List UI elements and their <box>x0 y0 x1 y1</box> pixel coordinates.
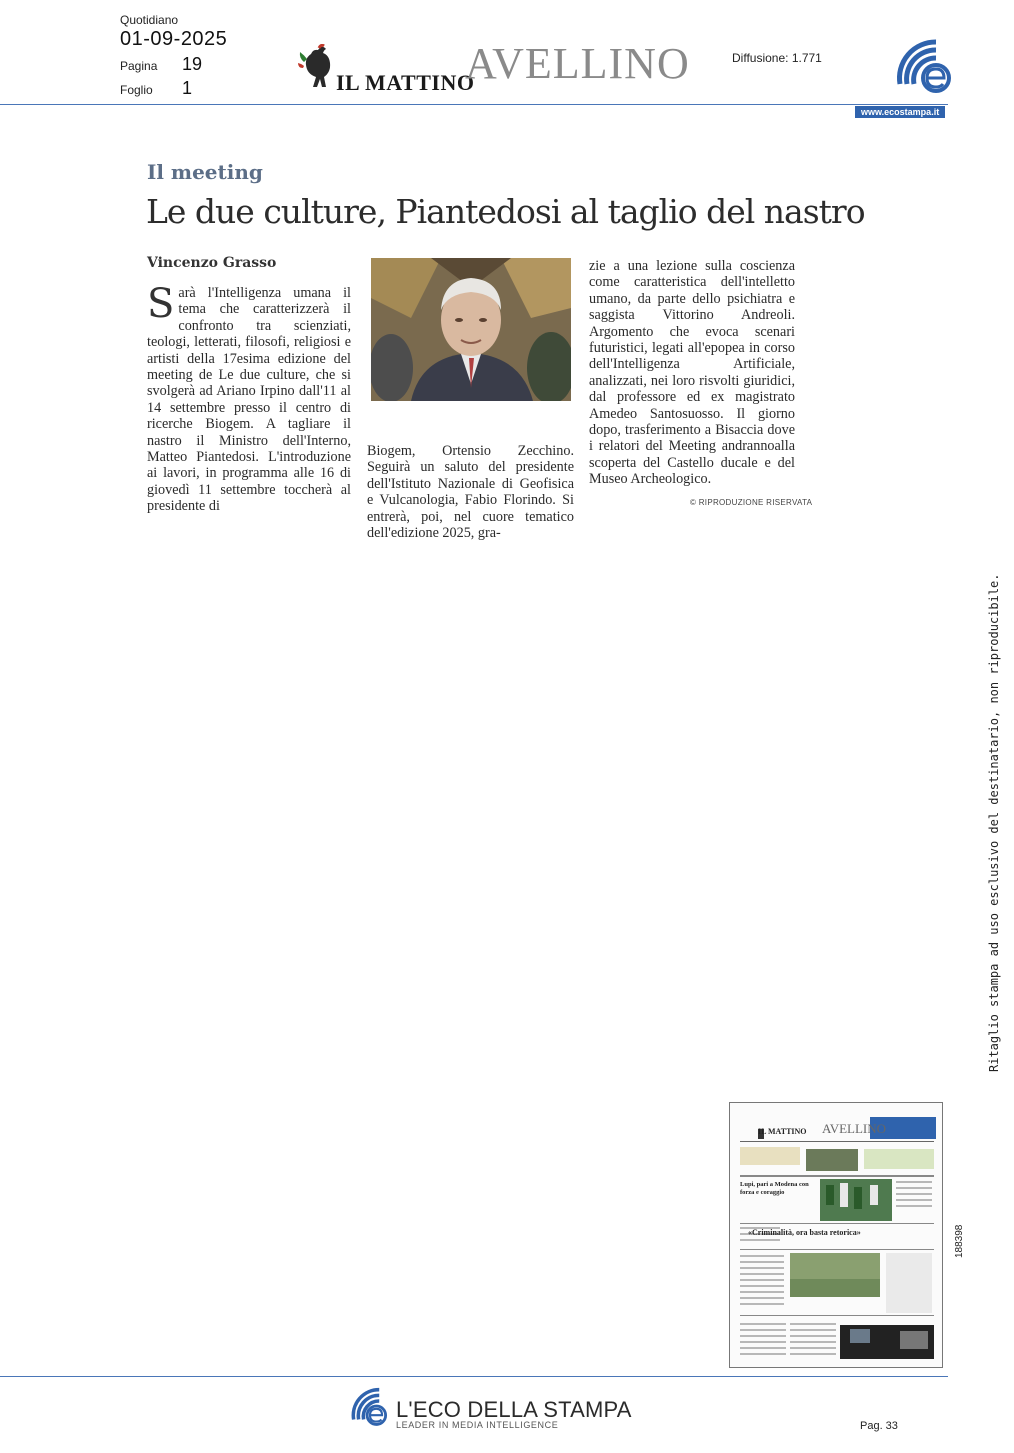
page-counter: Pag. 33 <box>860 1420 898 1432</box>
dropcap: S <box>147 281 175 327</box>
article-byline: Vincenzo Grasso <box>147 255 277 271</box>
thumbnail-headline-2: «Criminalità, ora basta retorica» <box>748 1228 861 1237</box>
rooster-logo-icon <box>298 44 336 92</box>
page-label: Pagina <box>120 59 158 73</box>
circulation: Diffusione: 1.771 <box>732 51 822 65</box>
article-headline: Le due culture, Piantedosi al taglio del nastro <box>146 192 865 231</box>
article-kicker: Il meeting <box>147 160 263 184</box>
column-1-text: arà l'Intelligenza umana il tema che caratterizzerà il confronto tra scienziati, teologi, letterati, filosofi, religiosi e artisti della 17esima edizione del meeting de Le due culture, che si svolgerà ad Ariano Irpino dall'11 al 14 settembre presso il centro di ricerche Biogem. A tagliare il nastro il Ministro dell'Interno, Matteo Piantedosi. L'introduzione ai lavori, in programma alle 16 di giovedì 11 settembre toccherà al presidente di <box>147 285 351 515</box>
page-thumbnail[interactable] <box>729 1102 943 1368</box>
reproduction-notice: Ritaglio stampa ad uso esclusivo del destinatario, non riproducibile. <box>987 573 1001 1072</box>
eco-url[interactable]: www.ecostampa.it <box>855 106 945 118</box>
thumbnail-edition: AVELLINO <box>822 1121 887 1136</box>
header-divider <box>0 104 948 105</box>
article-column-2: Biogem, Ortensio Zecchino. Seguirà un saluto del presidente dell'Istituto Nazionale di Geofisica e Vulcanologia, Fabio Florindo. Si entrerà, poi, nel cuore tematico dell'edizione 2025, gra- <box>367 443 574 542</box>
publication-type: Quotidiano <box>120 13 179 27</box>
article-column-3: zie a una lezione sulla coscienza come caratteristica dell'intelletto umano, da parte dello psichiatra e saggista Vittorino Andreoli. Argomento che evoca scenari futuristici, legati all'epopea in corso dell'Intelligenza Artificiale, analizzati, nei loro risvolti giuridici, dal professore ed ex magistrato Amedeo Santosuosso. Il giorno dopo, trasferimento a Bisaccia dove i relatori del Meeting andrannoalla scoperta del Castello ducale e del Museo Archeologico. <box>589 258 795 488</box>
article-photo <box>371 258 571 401</box>
eco-brand: L'ECO DELLA STAMPA <box>396 1397 632 1422</box>
sheet-number: 1 <box>182 78 193 98</box>
portrait-photo <box>371 258 571 401</box>
edition-name: AVELLINO <box>465 39 690 88</box>
clipping-code: 188398 <box>954 1224 965 1258</box>
article-column-1 <box>147 281 351 515</box>
eco-logo-icon <box>892 34 954 96</box>
thumbnail-paper-name: IL MATTINO <box>758 1127 807 1136</box>
paper-name: IL MATTINO <box>336 70 475 95</box>
eco-footer-logo-icon <box>348 1384 392 1428</box>
eco-tagline: LEADER IN MEDIA INTELLIGENCE <box>396 1420 559 1430</box>
page-number: 19 <box>182 54 203 74</box>
thumbnail-headline-1: Lupi, pari a Modena con forza e coraggio <box>740 1181 809 1196</box>
footer-divider <box>0 1376 948 1377</box>
copyright-notice: © RIPRODUZIONE RISERVATA <box>690 498 813 507</box>
publication-date: 01-09-2025 <box>120 28 228 50</box>
sheet-label: Foglio <box>120 83 153 97</box>
